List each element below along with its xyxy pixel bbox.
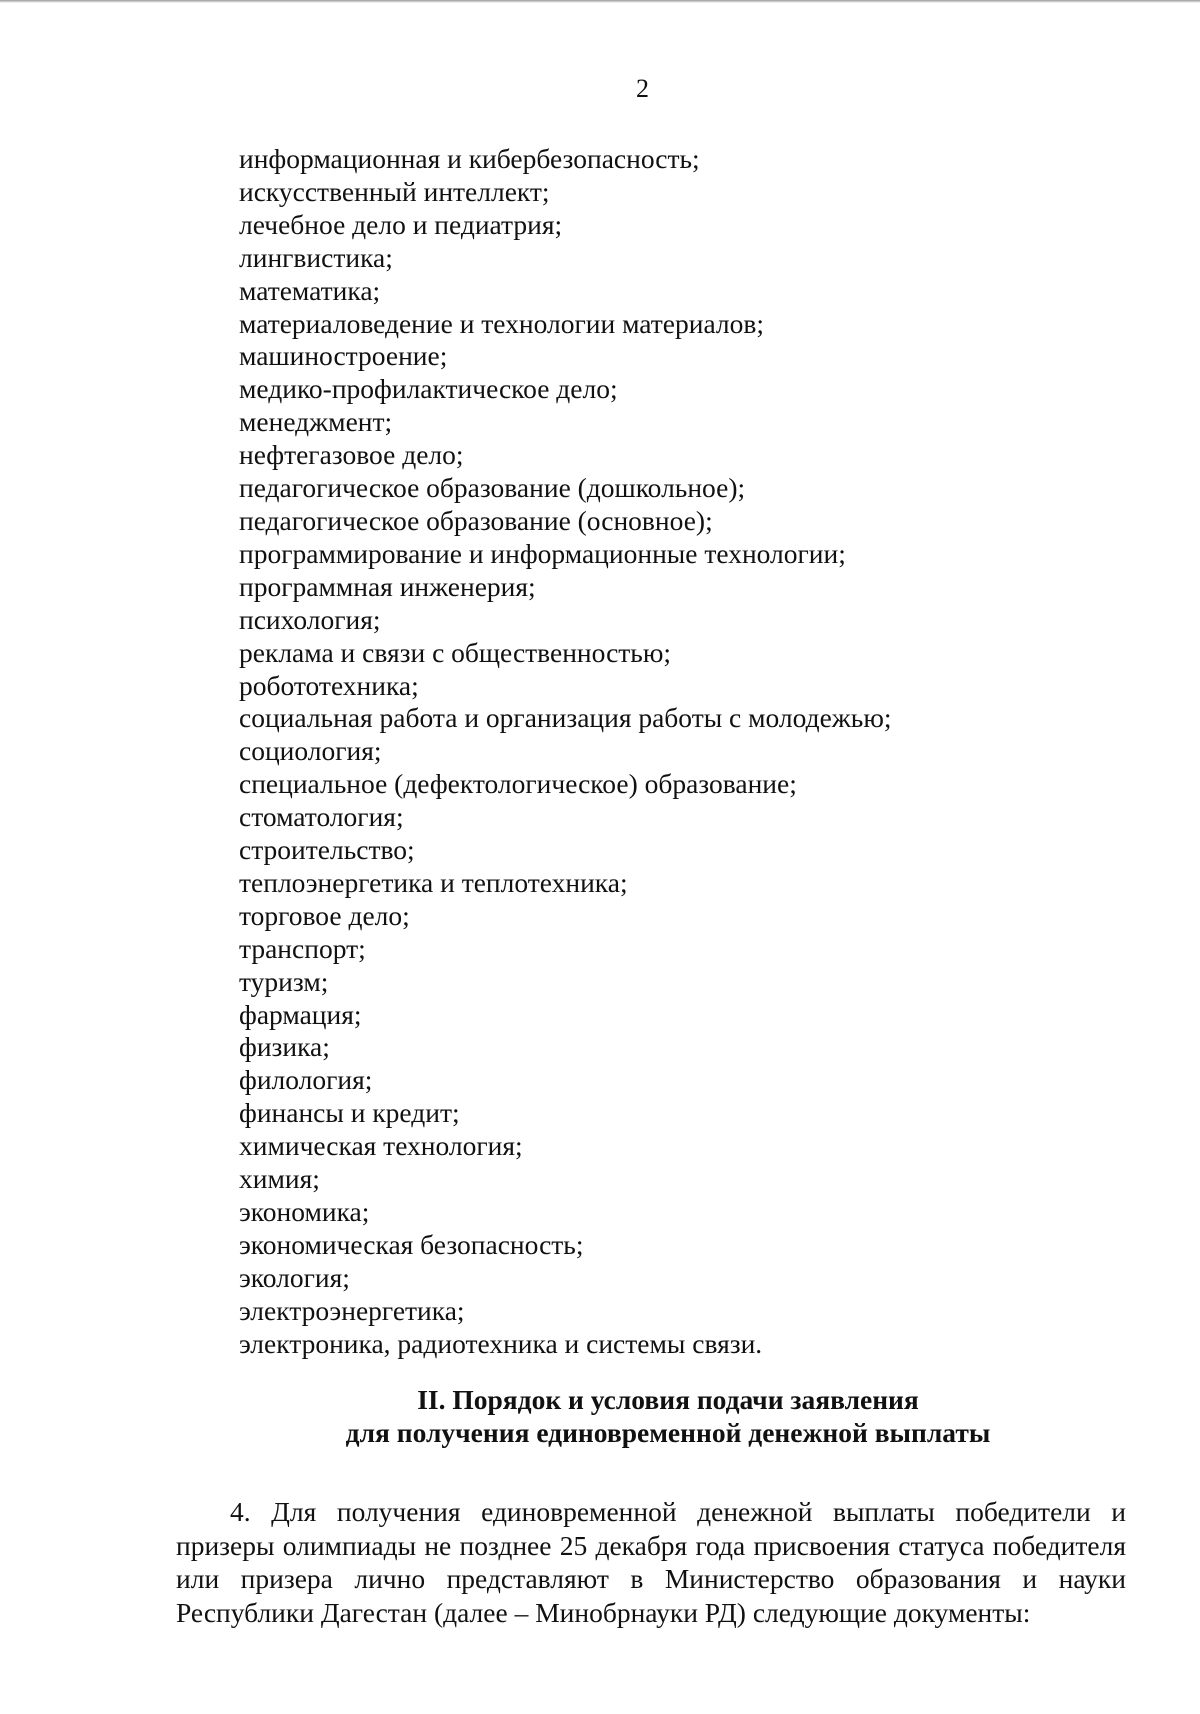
list-item: математика; <box>239 274 381 306</box>
list-item: физика; <box>239 1031 330 1063</box>
list-item: торговое дело; <box>239 899 410 931</box>
list-item: реклама и связи с общественностью; <box>239 636 672 668</box>
list-item: финансы и кредит; <box>239 1097 460 1129</box>
list-item: лингвистика; <box>239 241 393 273</box>
paragraph-4: 4. Для получения единовременной денежной выплаты победители и призеры олимпиады не позднее 25 декабря года присвоения статуса победителя или призера лично представляют в Министерство образования и науки Республики Дагестан (далее – Минобрнауки РД) следующие документы: <box>176 1496 1126 1628</box>
list-item: электроника, радиотехника и системы связи. <box>239 1327 763 1359</box>
list-item: лечебное дело и педиатрия; <box>239 208 563 240</box>
list-item: специальное (дефектологическое) образование; <box>239 768 797 800</box>
list-item: материаловедение и технологии материалов; <box>239 307 765 339</box>
specialty-list <box>239 143 892 1361</box>
list-item: психология; <box>239 603 381 635</box>
list-item: педагогическое образование (основное); <box>239 504 713 536</box>
list-item: программирование и информационные технологии; <box>239 537 846 569</box>
scan-edge <box>0 0 1200 3</box>
list-item: искусственный интеллект; <box>239 175 550 207</box>
list-item: электроэнергетика; <box>239 1294 465 1326</box>
section-title-line-2: для получения единовременной денежной выплаты <box>345 1417 991 1448</box>
list-item: химия; <box>239 1163 320 1195</box>
list-item: транспорт; <box>239 932 366 964</box>
section-title-line-1: II. Порядок и условия подачи заявления <box>417 1384 919 1415</box>
list-item: информационная и кибербезопасность; <box>239 143 700 174</box>
list-item: филология; <box>239 1064 373 1096</box>
section-title <box>0 1383 1200 1449</box>
list-item: робототехника; <box>239 669 419 701</box>
list-item: фармация; <box>239 998 362 1030</box>
page-number: 2 <box>636 74 649 103</box>
list-item: стоматология; <box>239 801 404 833</box>
list-item: социальная работа и организация работы с молодежью; <box>239 702 892 734</box>
list-item: менеджмент; <box>239 406 393 438</box>
list-item: социология; <box>239 735 382 767</box>
list-item: туризм; <box>239 965 329 997</box>
list-item: медико-профилактическое дело; <box>239 373 618 405</box>
list-item: экология; <box>239 1261 350 1293</box>
list-item: строительство; <box>239 834 415 866</box>
list-item: нефтегазовое дело; <box>239 439 464 471</box>
list-item: экономика; <box>239 1196 370 1227</box>
list-item: программная инженерия; <box>239 570 536 602</box>
list-item: теплоэнергетика и теплотехника; <box>239 866 628 898</box>
list-item: химическая технология; <box>239 1130 523 1162</box>
list-item: машиностроение; <box>239 340 448 372</box>
list-item: педагогическое образование (дошкольное); <box>239 472 746 504</box>
list-item: экономическая безопасность; <box>239 1228 584 1260</box>
